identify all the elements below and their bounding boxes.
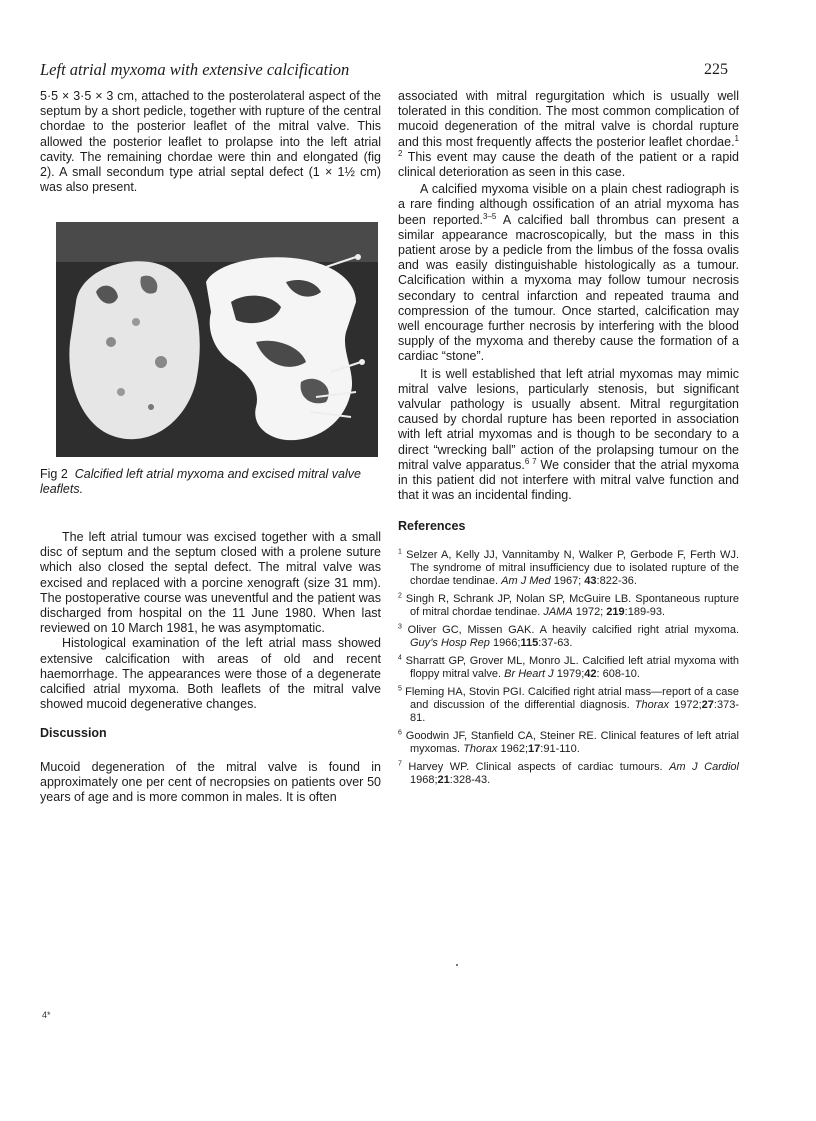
text-run: associated with mitral regurgitation which is usually well tolerated in this condition. The most common complication of mucoid degeneration of the mitral valve is chordal rupture and this most frequently affects the posterior leaflet chordae. — [398, 89, 739, 149]
reference-text: Fleming HA, Stovin PGI. Calcified right atrial mass—report of a case and discussion of the differential diagnosis. — [401, 685, 739, 711]
paragraph: The left atrial tumour was excised together with a small disc of septum and the septum closed with a prolene suture which also closed the septal defect. The mitral valve was excised and replaced with a porcine xenograft (size 31 mm). The postoperative course was uneventful and the patient was discharged from hospital on the 11 June 1980. When last reviewed on 10 March 1981, he was asymptomatic. — [40, 530, 381, 636]
citation-superscript: 3–5 — [483, 211, 497, 221]
reference-volume: 115 — [520, 636, 539, 649]
reference-journal: Am J Med — [501, 574, 551, 587]
reference-year: 1968; — [410, 773, 438, 786]
reference-journal: Am J Cardiol — [669, 760, 739, 773]
reference-journal: JAMA — [543, 605, 573, 618]
reference-list — [398, 549, 739, 787]
reference-journal: Thorax — [634, 698, 670, 711]
reference-journal: Guy’s Hosp Rep — [410, 636, 490, 649]
left-column-top — [40, 89, 381, 195]
reference-text: Sharratt GP, Grover ML, Monro JL. Calcified left atrial myxoma with floppy mitral valve. — [401, 654, 739, 680]
reference-volume: 27 — [701, 698, 714, 711]
reference-pages: :328-43. — [449, 773, 491, 786]
right-column — [398, 89, 739, 792]
reference-text: Singh R, Schrank JP, Nolan SP, McGuire LB. Spontaneous rupture of mitral chordae tendinae. — [401, 592, 739, 618]
figure-caption-text: Calcified left atrial myxoma and excised mitral valve leaflets. — [40, 467, 361, 497]
reference-pages: :373-81. — [410, 698, 739, 724]
paragraph: 5·5 × 3·5 × 3 cm, attached to the posterolateral aspect of the septum by a short pedicle, together with rupture of the central chordae to the posterior leaflet of the mitral valve. This allowed the posterior leaflet to prolapse into the left atrial cavity. The remaining chordae were thin and elongated (fig 2). A small secondum type atrial septal defect (1 × 1½ cm) was also present. — [40, 89, 381, 195]
reference-year: 1972; — [572, 605, 607, 618]
reference-number: 6 — [398, 729, 402, 737]
reference-year: 1972; — [669, 698, 702, 711]
references-heading: References — [398, 519, 466, 534]
text-run: A calcified ball thrombus can present a similar appearance macroscopically, but the mass in this patient arose by a pedicle from the limbus of the fossa ovalis and was easily distinguishable histologically as a tumour. Calcification within a myxoma may follow tumour necrosis secondary to central infarction and repeated trauma and compression of the tumour. Once started, calcification may well encourage further necrosis by interfering with the blood supply of the myxoma and thereby cause the formation of a cardiac “stone”. — [398, 212, 740, 364]
citation-superscript: 1 2 — [398, 133, 739, 158]
text-run: A calcified myxoma visible on a plain chest radiograph is a rare finding although ossification of an atrial myxoma has been reported. — [398, 182, 739, 227]
text-run: This event may cause the death of the patient or a rapid clinical deterioration as seen in this case. — [398, 149, 739, 180]
paragraph — [398, 367, 739, 504]
reference-year: 1962; — [497, 742, 529, 755]
reference-item — [398, 761, 739, 787]
reference-text: Goodwin JF, Stanfield CA, Steiner RE. Clinical features of left atrial myxomas. — [401, 729, 739, 755]
reference-item — [398, 549, 739, 588]
print-speck — [456, 964, 458, 966]
text-run: It is well established that left atrial myxomas may mimic mitral valve lesions, particularly stenosis, but significant valvular pathology is usually absent. Mitral regurgitation caused by chordal rupture has been reported in association with left atrial myxomas and is though to be secondary to a direct “wrecking ball” action of the prolapsing tumour on the mitral valve apparatus. — [398, 366, 739, 472]
reference-number: 2 — [398, 592, 402, 600]
myxoma-photo-illustration — [56, 222, 378, 457]
reference-number: 7 — [398, 760, 402, 768]
reference-text: Harvey WP. Clinical aspects of cardiac tumours. — [401, 760, 670, 773]
reference-pages: :37-63. — [538, 636, 573, 649]
paragraph: Histological examination of the left atrial mass showed extensive calcification with areas of old and recent haemorrhage. The appearances were those of a degenerate calcified atrial myxoma. Both leaflets of the mitral valve showed mucoid degenerative changes. — [40, 636, 381, 712]
text-run: We consider that the atrial myxoma in this patient did not interfere with mitral valve function and that it was an incidental finding. — [398, 457, 739, 503]
paragraph — [398, 182, 739, 364]
reference-number: 4 — [398, 654, 402, 662]
reference-volume: 219 — [606, 605, 625, 618]
figure-caption — [40, 467, 381, 498]
figure-photograph — [56, 222, 378, 457]
reference-journal: Br Heart J — [504, 667, 554, 680]
signature-mark: 4* — [42, 1010, 51, 1020]
citation-superscript: 6 7 — [524, 456, 537, 466]
reference-year: 1966; — [489, 636, 521, 649]
reference-item — [398, 686, 739, 725]
left-column-bottom — [40, 530, 381, 805]
reference-item — [398, 624, 739, 650]
reference-journal: Thorax — [463, 742, 498, 755]
running-title: Left atrial myxoma with extensive calcification — [40, 60, 350, 79]
reference-number: 5 — [398, 685, 402, 693]
reference-pages: :91-110. — [540, 742, 580, 755]
reference-number: 3 — [398, 623, 402, 631]
section-heading-discussion: Discussion — [40, 726, 107, 741]
reference-pages: :189-93. — [624, 605, 666, 618]
reference-year: 1967; — [550, 574, 585, 587]
paragraph: Mucoid degeneration of the mitral valve is found in approximately one per cent of necropsies on patients over 50 years of age and is more common in males. It is often — [40, 759, 381, 805]
reference-pages: :822-36. — [596, 574, 637, 587]
paragraph — [398, 89, 739, 180]
reference-volume: 17 — [528, 742, 541, 755]
reference-item — [398, 730, 739, 756]
reference-item — [398, 655, 739, 681]
page-number: 225 — [704, 61, 728, 78]
reference-pages: : 608-10. — [596, 667, 640, 680]
reference-item — [398, 593, 739, 619]
reference-year: 1979; — [553, 667, 585, 680]
reference-volume: 43 — [584, 574, 597, 587]
reference-number: 1 — [398, 548, 402, 556]
figure-label: Fig 2 — [40, 467, 68, 481]
reference-volume: 21 — [437, 773, 450, 786]
reference-text: Selzer A, Kelly JJ, Vannitamby N, Walker P, Gerbode F, Ferth WJ. The syndrome of mitral insufficiency due to isolated rupture of the chordae tendinae. — [401, 548, 739, 587]
reference-volume: 42 — [584, 667, 597, 680]
reference-text: Oliver GC, Missen GAK. A heavily calcified right atrial myxoma. — [401, 623, 739, 636]
